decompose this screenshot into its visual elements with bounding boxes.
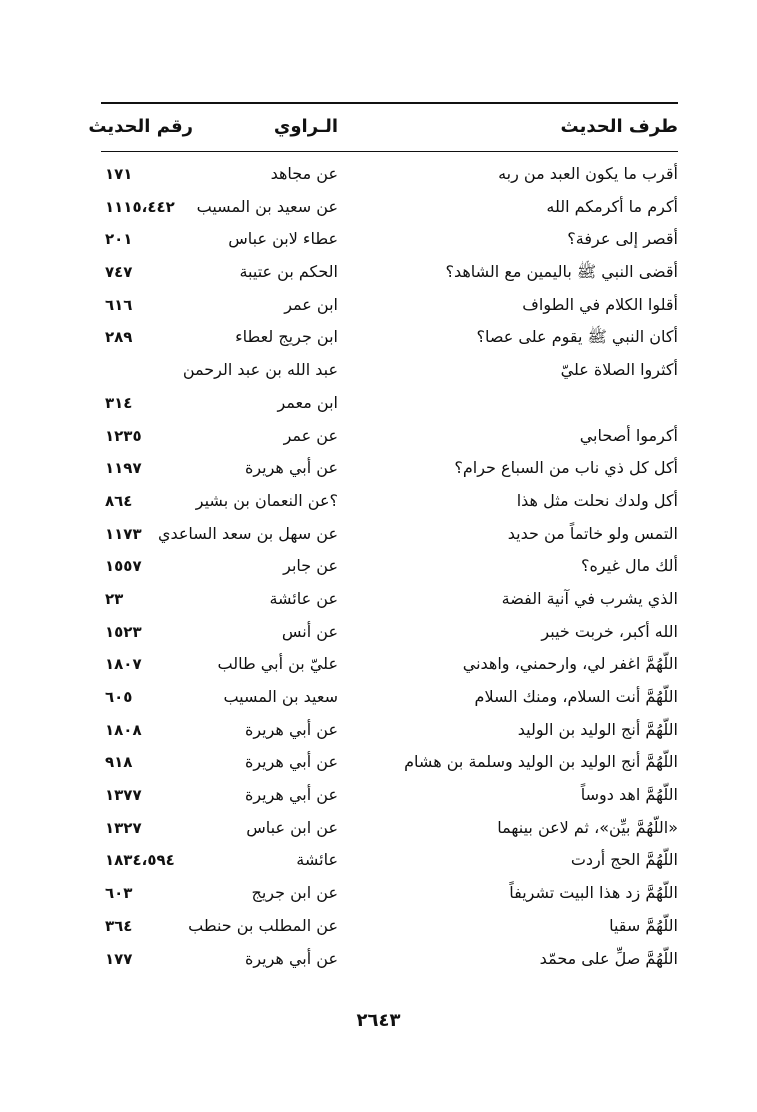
narrator: عن جابر <box>283 556 338 576</box>
table-row <box>101 779 678 812</box>
hadith-text: «اللّهُمَّ بيِّن»، ثم لاعن بينهما <box>497 817 678 837</box>
narrator: عبد الله بن عبد الرحمن <box>182 360 338 380</box>
table-row <box>101 452 678 485</box>
hadith-number: ١٣٧٧ <box>105 786 142 805</box>
hadith-text: أكرم ما أكرمكم الله <box>546 196 678 216</box>
table-row <box>101 681 678 714</box>
table-header <box>88 110 678 146</box>
narrator: عن ابن عباس <box>246 817 338 837</box>
table-row <box>101 616 678 649</box>
narrator: عليّ بن أبي طالب <box>217 654 338 674</box>
header-hadith-number: رقم الحديث <box>88 116 193 137</box>
hadith-number: ٢٨٩ <box>105 328 133 347</box>
hadith-text: أكرموا أصحابي <box>579 425 678 445</box>
hadith-text: أقضى النبي ﷺ باليمين مع الشاهد؟ <box>445 262 678 282</box>
hadith-number: ١١٧٣ <box>105 524 142 543</box>
table-row <box>101 648 678 681</box>
narrator: ابن عمر <box>284 294 338 314</box>
narrator: عن سعيد بن المسيب <box>196 196 338 216</box>
table-row <box>101 910 678 943</box>
narrator: عائشة <box>296 850 338 870</box>
hadith-number: ٩١٨ <box>105 753 133 772</box>
table-row <box>101 714 678 747</box>
hadith-number: ١٧٧ <box>105 949 133 968</box>
hadith-number: ٨٦٤ <box>105 491 133 510</box>
table-row <box>101 191 678 224</box>
narrator: عن أبي هريرة <box>244 785 338 805</box>
hadith-number: ٦٠٥ <box>105 688 133 706</box>
table-row <box>101 518 678 551</box>
narrator: عن أبي هريرة <box>244 719 338 739</box>
table-row <box>101 550 678 583</box>
hadith-number: ٣٦٤ <box>105 916 133 935</box>
table-row <box>101 354 678 387</box>
hadith-text: اللّهُمَّ زد هذا البيت تشريفاً <box>509 883 678 903</box>
table-row <box>101 943 678 976</box>
narrator: ؟عن النعمان بن بشير <box>195 490 338 510</box>
hadith-number: ٢٣ <box>105 589 124 608</box>
hadith-number: ٦٠٣ <box>105 884 133 903</box>
hadith-text: اللّهُمَّ أنج الوليد بن الوليد <box>517 719 678 739</box>
hadith-number: ١٨٣٤،٥٩٤ <box>105 851 175 870</box>
table-row <box>101 583 678 616</box>
table-row <box>101 420 678 453</box>
hadith-text: الذي يشرب في آنية الفضة <box>501 588 678 608</box>
table-row <box>101 812 678 845</box>
table-row <box>101 321 678 354</box>
hadith-text: اللّهُمَّ أنج الوليد بن الوليد وسلمة بن هشام <box>404 752 678 772</box>
table-row <box>101 485 678 518</box>
hadith-number: ١١٩٧ <box>105 459 142 478</box>
narrator: عن سهل بن سعد الساعدي <box>157 523 338 543</box>
hadith-text: أكثروا الصلاة عليّ <box>560 360 678 380</box>
hadith-number: ١٧١ <box>105 165 133 183</box>
hadith-text: اللّهُمَّ صلِّ على محمّد <box>539 948 678 968</box>
hadith-number: ١٣٢٧ <box>105 818 142 837</box>
header-rule <box>101 151 678 152</box>
narrator: الحكم بن عتيبة <box>239 262 338 282</box>
hadith-text: أكان النبي ﷺ يقوم على عصا؟ <box>476 327 678 347</box>
top-rule <box>101 102 678 104</box>
hadith-text: اللّهُمَّ أنت السلام، ومنك السلام <box>474 687 678 706</box>
hadith-text: اللّهُمَّ الحج أردت <box>570 850 678 870</box>
hadith-number: ٣١٤ <box>105 393 133 412</box>
hadith-number: ١٨٠٨ <box>105 720 142 739</box>
hadith-number: ١٨٠٧ <box>105 655 142 674</box>
hadith-text: أقلوا الكلام في الطواف <box>522 294 678 314</box>
narrator: ابن جريج لعطاء <box>235 327 338 347</box>
hadith-text: أقرب ما يكون العبد من ربه <box>498 164 678 183</box>
table-row <box>101 256 678 289</box>
hadith-number: ١٥٢٣ <box>105 622 142 641</box>
hadith-number: ١٥٥٧ <box>105 557 142 576</box>
hadith-text: اللّهُمَّ اغفر لي، وارحمني، واهدني <box>462 654 678 674</box>
table-row <box>101 746 678 779</box>
table-row <box>101 877 678 910</box>
narrator: عن أبي هريرة <box>244 948 338 968</box>
header-hadith-text: طرف الحديث <box>560 116 678 137</box>
table-row <box>101 844 678 877</box>
narrator: عن عائشة <box>269 588 338 608</box>
narrator: عن المطلب بن حنطب <box>188 915 338 935</box>
index-table <box>101 158 678 975</box>
hadith-text: أكل ولدك نحلت مثل هذا <box>516 490 678 510</box>
hadith-text: الله أكبر، خربت خيبر <box>541 621 678 641</box>
header-narrator: الـراوي <box>273 116 338 137</box>
narrator: عن أبي هريرة <box>244 752 338 772</box>
hadith-number: ٢٠١ <box>105 230 133 249</box>
hadith-number: ٧٤٧ <box>105 263 133 282</box>
narrator: عن مجاهد <box>270 164 338 183</box>
table-row <box>101 387 678 420</box>
hadith-text: أقصر إلى عرفة؟ <box>567 229 678 249</box>
page-number: ٢٦٤٣ <box>356 1010 401 1031</box>
hadith-number: ٦١٦ <box>105 295 133 314</box>
table-row <box>101 289 678 322</box>
hadith-number: ١٢٣٥ <box>105 426 142 445</box>
narrator: سعيد بن المسيب <box>223 687 338 706</box>
narrator: ابن معمر <box>277 392 338 412</box>
narrator: عن ابن جريج <box>251 883 338 903</box>
hadith-text: أكل كل ذي ناب من السباع حرام؟ <box>454 458 678 478</box>
table-row <box>101 158 678 191</box>
table-row <box>101 223 678 256</box>
narrator: عطاء لابن عباس <box>228 229 338 249</box>
narrator: عن أنس <box>281 621 338 641</box>
hadith-text: التمس ولو خاتماً من حديد <box>507 523 678 543</box>
narrator: عن عمر <box>283 425 338 445</box>
hadith-text: اللّهُمَّ سقيا <box>609 915 678 935</box>
hadith-text: اللّهُمَّ اهد دوساً <box>580 785 678 805</box>
hadith-text: ألك مال غيره؟ <box>581 556 678 576</box>
hadith-number: ١١١٥،٤٤٢ <box>105 197 175 216</box>
narrator: عن أبي هريرة <box>244 458 338 478</box>
